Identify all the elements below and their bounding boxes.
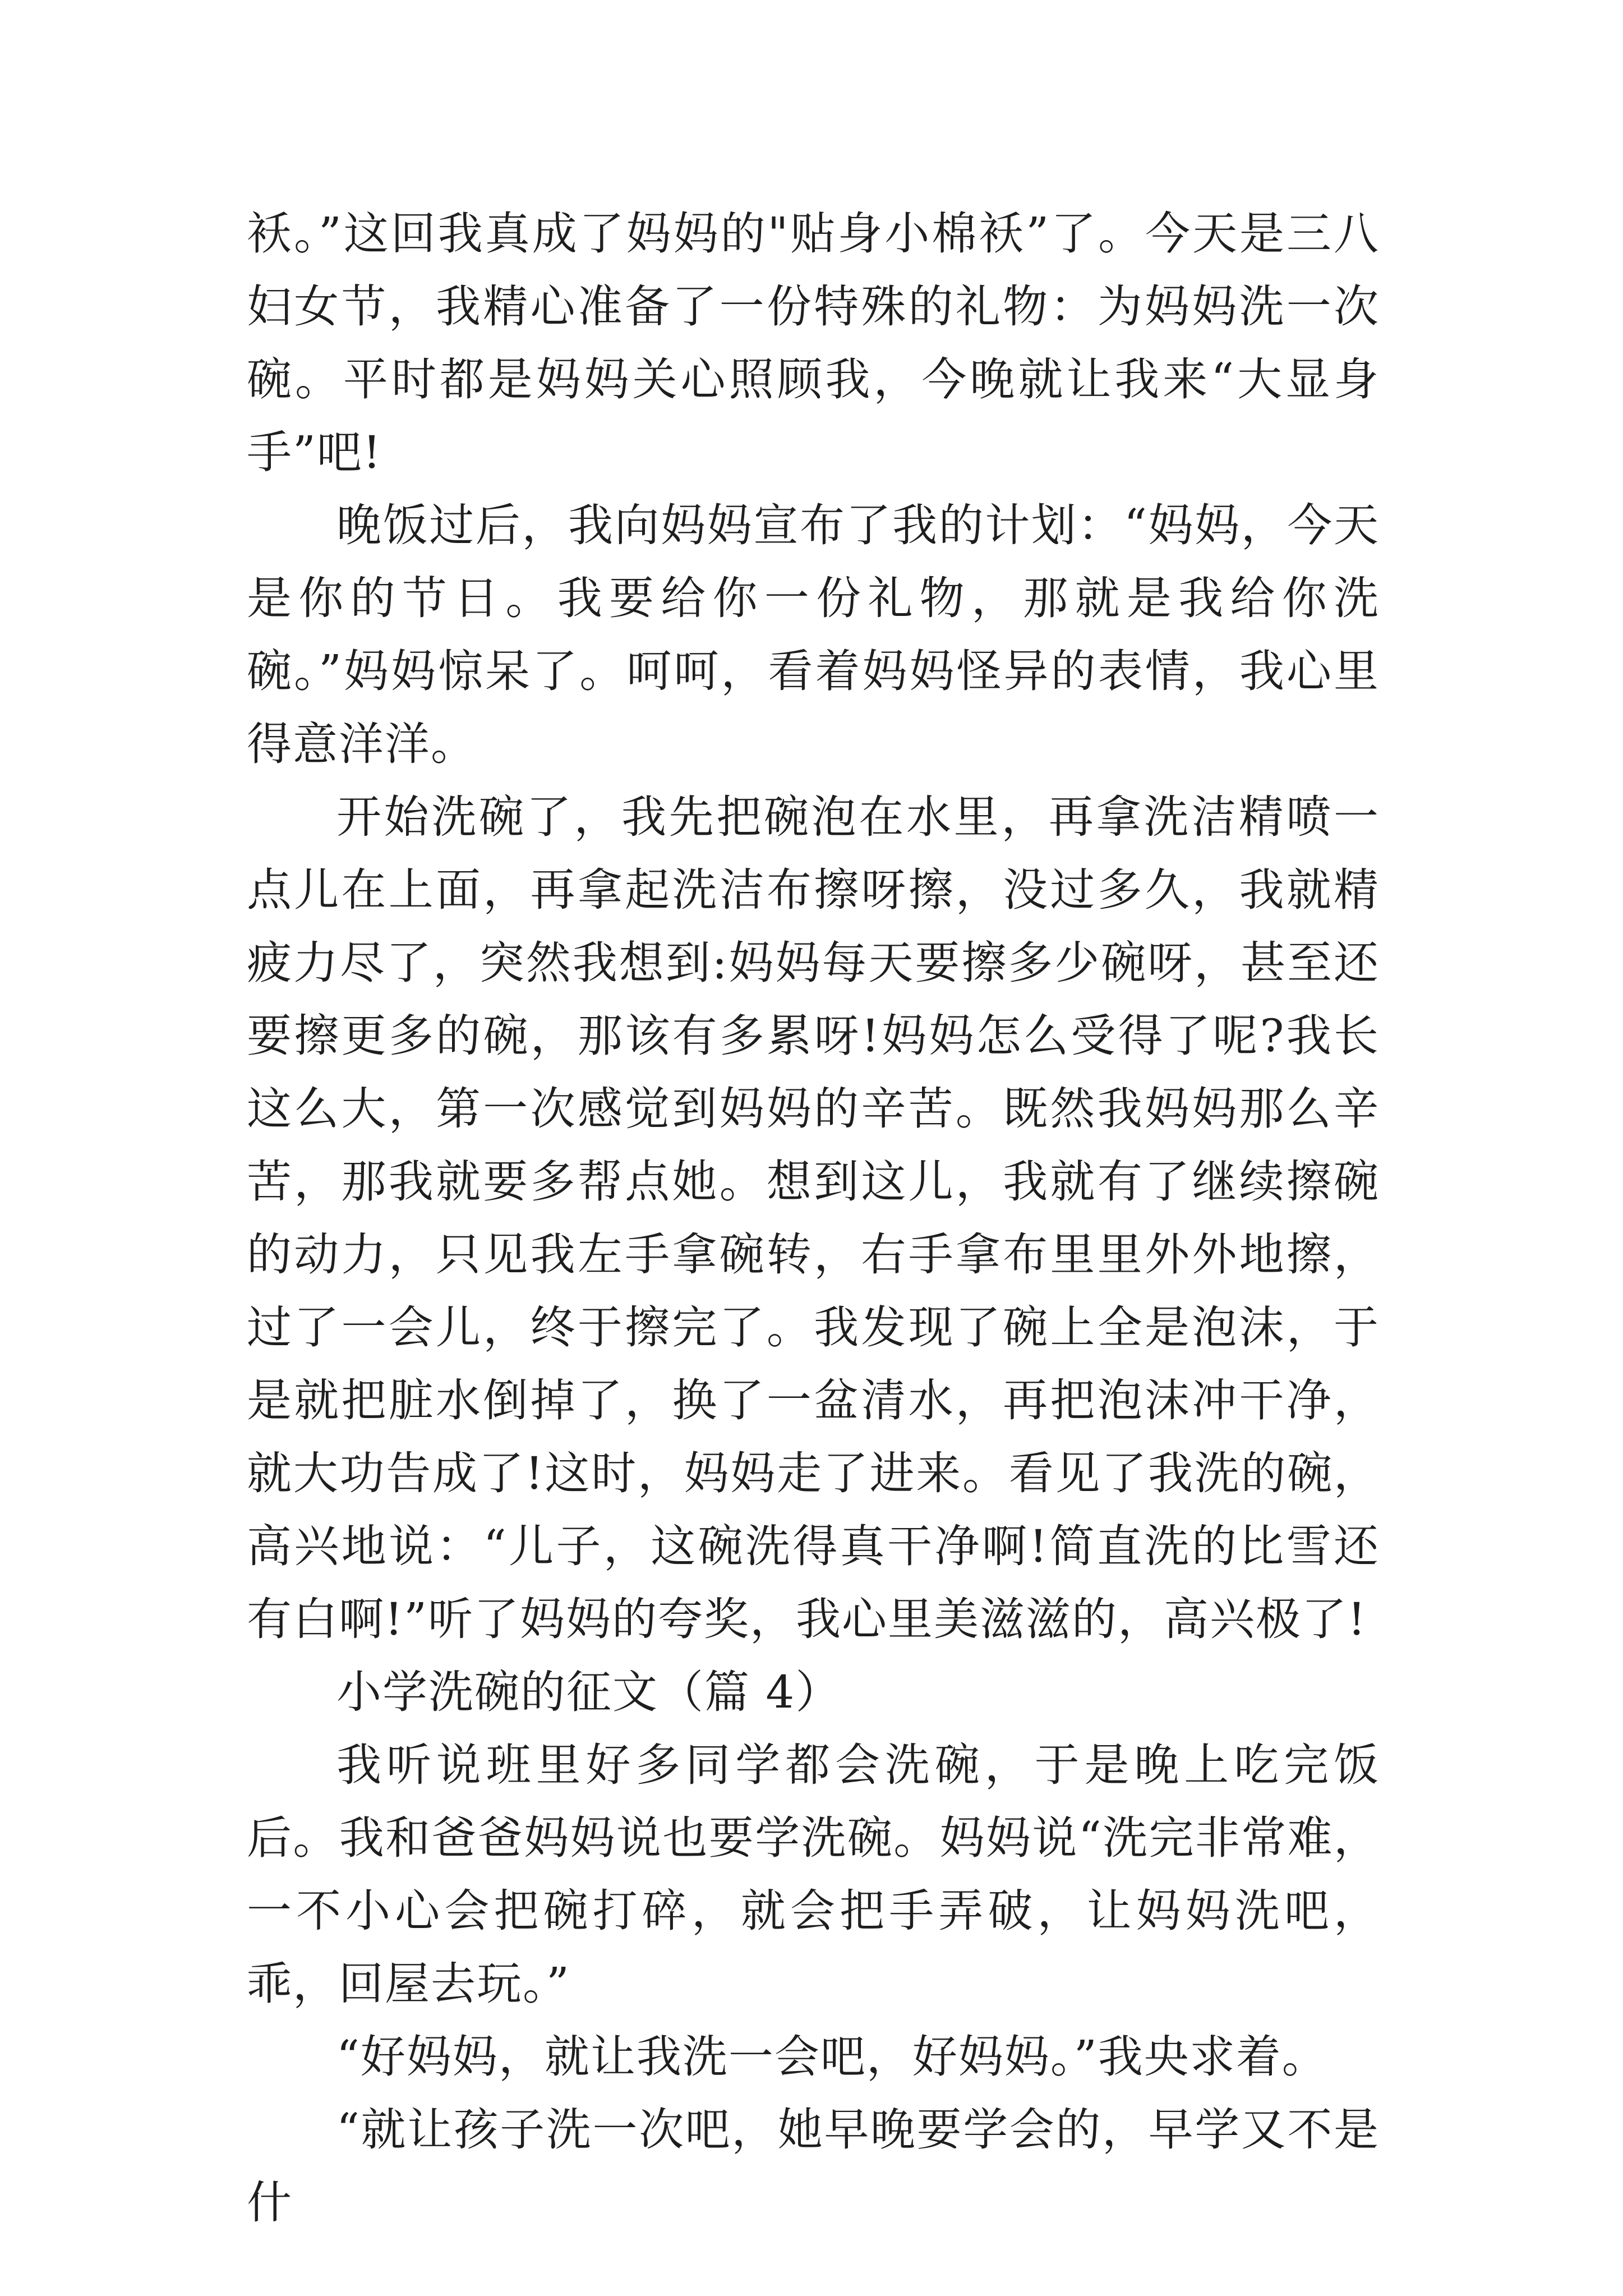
document-body xyxy=(247,197,1380,2239)
paragraph-pleading: “好妈妈，就让我洗一会吧，好妈妈。”我央求着。 xyxy=(336,2031,1328,2083)
paragraph-washing-dishes: 开始洗碗了，我先把碗泡在水里，再拿洗洁精喷一点儿在上面，再拿起洗洁布擦呀擦，没过多久，我就精疲力尽了，突然我想到:妈妈每天要擦多少碗呀，甚至还要擦更多的碗，那该有多累呀!妈妈怎么受得了呢?我长这么大，第一次感觉到妈妈的辛苦。既然我妈妈那么辛苦，那我就要多帮点她。想到这儿，我就有了继续擦碗的动力，只见我左手拿碗转，右手拿布里里外外地擦，过了一会儿，终于擦完了。我发现了碗上全是泡沫，于是就把脏水倒掉了，换了一盆清水，再把泡沫冲干净，就大功告成了!这时，妈妈走了进来。看见了我洗的碗，高兴地说：“儿子，这碗洗得真干净啊!简直洗的比雪还有白啊!”听了妈妈的夸奖，我心里美滋滋的，高兴极了! xyxy=(247,791,1380,1645)
section-heading: 小学洗碗的征文（篇 4） xyxy=(336,1666,842,1718)
paragraph-father-reply: “就让孩子洗一次吧，她早晚要学会的，早学又不是什 xyxy=(247,2104,1380,2229)
paragraph-continued: 袄。”这回我真成了妈妈的"贴身小棉袄”了。今天是三八妇女节，我精心准备了一份特殊的礼物：为妈妈洗一次碗。平时都是妈妈关心照顾我，今晚就让我来“大显身手”吧! xyxy=(247,208,1380,478)
paragraph-dinner-plan: 晚饭过后，我向妈妈宣布了我的计划：“妈妈，今天是你的节日。我要给你一份礼物，那就是我给你洗碗。”妈妈惊呆了。呵呵，看着妈妈怪异的表情，我心里得意洋洋。 xyxy=(247,499,1380,770)
paragraph-classmates: 我听说班里好多同学都会洗碗，于是晚上吃完饭后。我和爸爸妈妈说也要学洗碗。妈妈说“洗完非常难，一不小心会把碗打碎，就会把手弄破，让妈妈洗吧，乖，回屋去玩。” xyxy=(247,1739,1380,2010)
